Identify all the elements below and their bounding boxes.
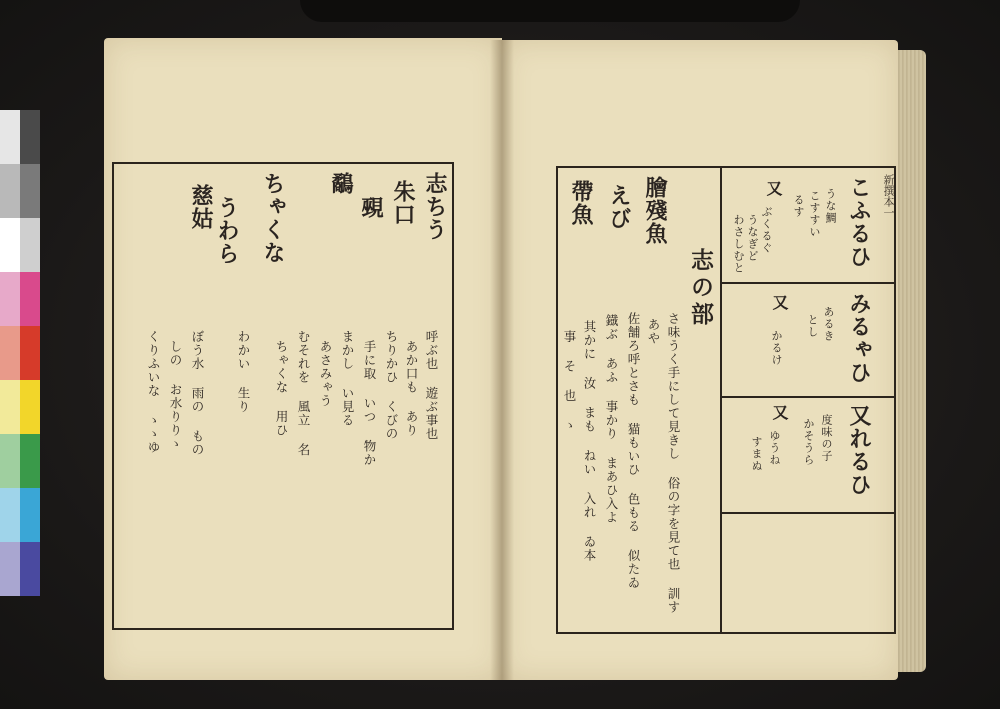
headword: 志ちう <box>422 172 448 241</box>
headword: 鷸 <box>328 172 354 195</box>
box-divider <box>722 396 894 398</box>
body-column: 鐡ぶ あふ 事かり まあひ入よ <box>604 314 619 524</box>
box-subtext: かそうら <box>802 418 815 466</box>
body-column: むそれを 風立 名 <box>296 330 311 457</box>
swatch <box>0 488 20 542</box>
box-divider <box>722 282 894 284</box>
box-divider <box>720 168 722 634</box>
section-title: 志の部 <box>687 248 714 329</box>
swatch <box>0 218 20 272</box>
box-subtext: あるき <box>822 306 835 342</box>
body-column: まかし い見る <box>340 330 355 427</box>
headword: 覡 <box>358 196 384 219</box>
body-column: 事 そ 也 ゝ <box>562 330 577 432</box>
box-subtext: とし <box>806 314 819 338</box>
box-divider <box>722 512 894 514</box>
headword: 慈姑 <box>188 184 214 230</box>
headword: 膾殘魚 <box>642 176 668 245</box>
body-column: ちりかひ くびの <box>384 330 399 441</box>
swatch <box>20 380 40 434</box>
color-calibration-chart <box>0 110 40 600</box>
box-subtext: こすすい <box>808 190 821 238</box>
swatch <box>0 434 20 488</box>
swatch <box>20 218 40 272</box>
body-column: 手に取 いつ 物か <box>362 340 377 467</box>
box-subtext: 度味の子 <box>820 414 833 462</box>
book-gutter <box>490 40 514 680</box>
swatch <box>20 542 40 596</box>
headword: 帶魚 <box>568 180 594 226</box>
body-column: わかい 生り <box>236 330 251 414</box>
body-column: 其かに 汝 まも ねい 入れ ゐ本 <box>582 320 597 562</box>
body-column: 佐舗ろ呼とさも 猫もいひ 色もる 似たゐ <box>626 312 641 590</box>
box-headword: こふるひ <box>846 176 872 268</box>
swatch <box>20 488 40 542</box>
swatch <box>20 434 40 488</box>
swatch <box>20 272 40 326</box>
headword: えび <box>606 184 632 230</box>
box-label: 又 <box>764 180 783 197</box>
box-subtext: ゆうね <box>768 430 781 466</box>
box-subtext: ぶくるぐ <box>760 206 773 254</box>
body-column: 呼ぶ也 遊ぶ事也 <box>424 330 439 441</box>
box-headword: 又れるひ <box>846 404 872 496</box>
body-column: ぼう水 雨の もの <box>190 330 205 457</box>
swatch <box>0 272 20 326</box>
swatch <box>0 326 20 380</box>
body-column: しの お水りりゝ <box>168 340 183 451</box>
swatch <box>0 164 20 218</box>
swatch <box>0 110 20 164</box>
swatch <box>20 164 40 218</box>
headword: うわら <box>214 196 240 265</box>
body-column: くりふいな ゝゝゆ <box>146 330 161 454</box>
swatch <box>20 110 40 164</box>
body-column: ちゃくな 用ひ <box>274 340 289 437</box>
box-label: 又 <box>770 294 789 311</box>
top-shadow <box>300 0 800 22</box>
box-subtext: るす <box>792 194 805 218</box>
margin-label: 新撰本一 <box>882 174 895 218</box>
box-subtext: うな鯛 <box>824 188 837 224</box>
swatch <box>20 326 40 380</box>
page-block-edges <box>896 50 926 672</box>
body-column: さ味うく手にして見きし 俗の字を見て也 訓す <box>666 312 681 614</box>
box-subtext: わさしむと <box>732 214 745 274</box>
body-column: あか口も あり <box>404 340 419 437</box>
box-label: 又 <box>770 404 789 421</box>
body-column: あや <box>646 318 661 345</box>
box-subtext: かるけ <box>770 330 783 366</box>
headword: ちゃくな <box>260 172 286 264</box>
box-headword: みるゃひ <box>846 292 872 384</box>
headword: 朱口 <box>390 180 416 226</box>
swatch <box>0 380 20 434</box>
swatch <box>0 542 20 596</box>
body-column: あさみゃう <box>318 340 333 408</box>
box-subtext: うなぎど <box>746 214 759 262</box>
box-subtext: すまぬ <box>750 436 763 472</box>
